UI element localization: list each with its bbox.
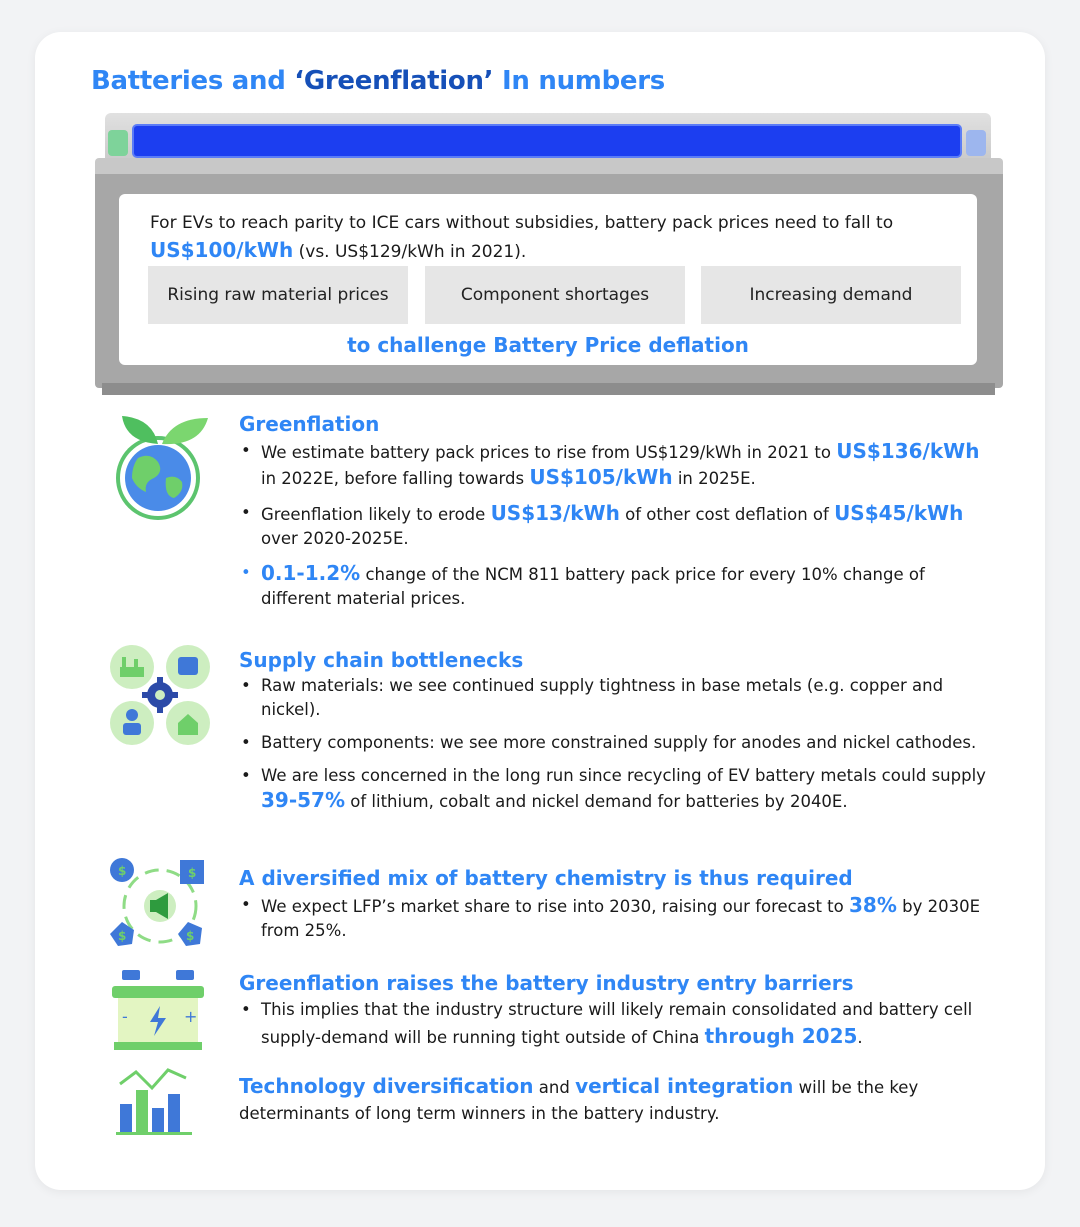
list-item: • Raw materials: we see continued supply tightness in base metals (e.g. copper and nickel). bbox=[239, 674, 999, 722]
b-text: change of the NCM 811 battery pack price for every 10% change of different material prices. bbox=[261, 565, 925, 608]
supply-bullets bbox=[239, 674, 999, 814]
b-value: US$13/kWh bbox=[490, 501, 620, 525]
svg-text:+: + bbox=[184, 1007, 198, 1026]
chip-component-shortages: Component shortages bbox=[425, 266, 685, 324]
b-value: 39-57% bbox=[261, 788, 346, 812]
intro-text: For EVs to reach parity to ICE cars without subsidies, battery pack prices need to fall to bbox=[150, 213, 894, 233]
list-item: • Battery components: we see more constrained supply for anodes and nickel cathodes. bbox=[239, 731, 999, 755]
b-text: in 2025E. bbox=[672, 469, 756, 488]
list-item bbox=[239, 439, 999, 491]
b-text: over 2020-2025E. bbox=[261, 529, 409, 548]
b-value: 0.1-1.2% bbox=[261, 561, 361, 585]
b-text: by 2030E from 25%. bbox=[261, 897, 981, 940]
list-item bbox=[239, 893, 999, 943]
b-value: US$45/kWh bbox=[834, 501, 964, 525]
b-value: US$105/kWh bbox=[529, 465, 673, 489]
b-text: of other cost deflation of bbox=[619, 505, 835, 524]
network-megaphone-icon bbox=[108, 856, 212, 956]
b-text: We expect LFP’s market share to rise into 2030, raising our forecast to bbox=[261, 897, 849, 916]
battery-intro bbox=[150, 210, 950, 266]
svg-text:$: $ bbox=[188, 866, 197, 880]
final-text: will be the key determinants of long term winners in the battery industry. bbox=[239, 1078, 919, 1123]
battery-icon bbox=[108, 968, 208, 1054]
b-value: 38% bbox=[848, 893, 897, 917]
svg-text:$: $ bbox=[118, 864, 127, 878]
intro-after: (vs. US$129/kWh in 2021). bbox=[293, 242, 527, 262]
battery-foot bbox=[102, 383, 995, 395]
globe-leaf-icon bbox=[108, 408, 224, 526]
b-value: through 2025 bbox=[704, 1024, 858, 1048]
final-highlight-1: Technology diversification bbox=[239, 1074, 534, 1098]
final-highlight-2: vertical integration bbox=[575, 1074, 794, 1098]
b-text: We estimate battery pack prices to rise from US$129/kWh in 2021 to bbox=[261, 443, 837, 462]
b-value: US$136/kWh bbox=[836, 439, 980, 463]
b-text: Greenflation likely to erode bbox=[261, 505, 491, 524]
battery-charge-bar bbox=[134, 126, 960, 156]
svg-text:$: $ bbox=[118, 929, 127, 943]
svg-text:-: - bbox=[122, 1007, 128, 1026]
greenflation-title: Greenflation bbox=[239, 412, 380, 436]
b-text: . bbox=[857, 1028, 863, 1047]
bar-chart-icon bbox=[112, 1064, 198, 1138]
title-highlight: ‘Greenflation’ bbox=[294, 66, 494, 96]
b-text: of lithium, cobalt and nickel demand for batteries by 2040E. bbox=[345, 792, 848, 811]
mix-title: A diversified mix of battery chemistry is thus required bbox=[239, 866, 853, 890]
supply-title: Supply chain bottlenecks bbox=[239, 648, 524, 672]
list-item bbox=[239, 997, 999, 1051]
title-part1: Batteries and bbox=[91, 66, 295, 96]
supply-chain-icon bbox=[108, 643, 212, 747]
title-part3: In numbers bbox=[493, 66, 665, 96]
page-title bbox=[91, 66, 665, 96]
intro-price: US$100/kWh bbox=[150, 238, 294, 262]
list-item bbox=[239, 501, 999, 551]
list-item bbox=[239, 561, 999, 611]
final-statement bbox=[239, 1073, 999, 1127]
b-text: We are less concerned in the long run since recycling of EV battery metals could supply bbox=[261, 766, 986, 785]
list-item bbox=[239, 764, 999, 814]
chip-raw-material: Rising raw material prices bbox=[148, 266, 408, 324]
final-text: and bbox=[533, 1078, 576, 1097]
greenflation-bullets bbox=[239, 439, 999, 611]
b-text: in 2022E, before falling towards bbox=[261, 469, 530, 488]
barriers-bullets bbox=[239, 997, 999, 1051]
b-text: This implies that the industry structure will likely remain consolidated and battery cell supply-demand will be running tight outside of China bbox=[261, 1000, 973, 1047]
barriers-title: Greenflation raises the battery industry entry barriers bbox=[239, 971, 854, 995]
challenge-text: to challenge Battery Price deflation bbox=[347, 333, 749, 357]
battery-terminal-right bbox=[966, 130, 986, 156]
chip-increasing-demand: Increasing demand bbox=[701, 266, 961, 324]
svg-text:$: $ bbox=[186, 929, 195, 943]
battery-terminal-left bbox=[108, 130, 128, 156]
mix-bullets bbox=[239, 893, 999, 943]
